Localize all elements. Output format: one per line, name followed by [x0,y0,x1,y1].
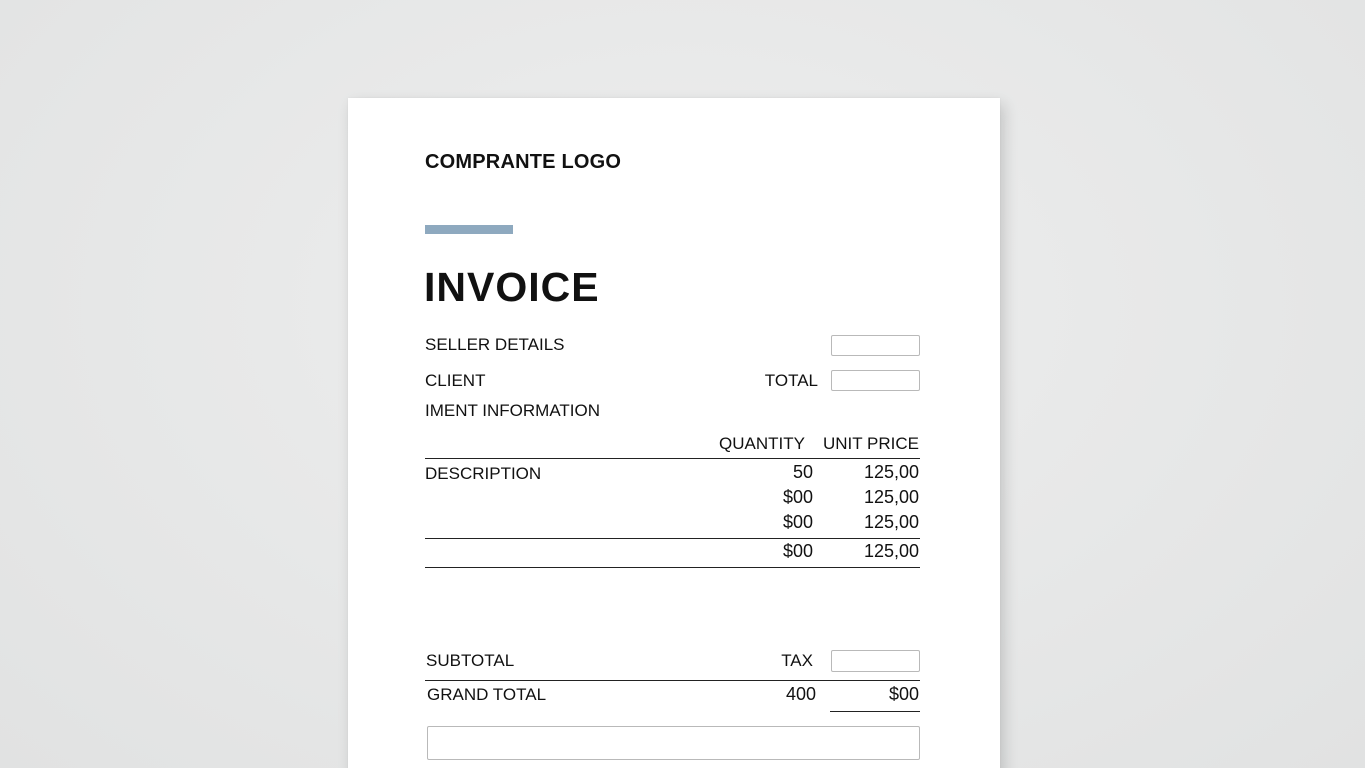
row-2-unit-price: 125,00 [863,487,919,507]
row-1-unit-price: 125,00 [863,462,919,482]
invoice-title: INVOICE [424,264,600,310]
total-label: TOTAL [764,371,818,390]
grand-total-underline [830,711,920,712]
unit-price-header: UNIT PRICE [822,434,919,453]
payment-information-label: IMENT INFORMATION [425,401,601,420]
company-logo-text: COMPRANTE LOGO [425,151,622,173]
total-row-quantity: $00 [782,541,813,561]
grand-total-quantity: 400 [785,684,816,704]
quantity-header: QUANTITY [719,434,805,453]
table-header-rule [425,458,920,459]
row-3-unit-price: 125,00 [863,512,919,532]
row-1-quantity: 50 [792,462,813,482]
table-rule-bottom [425,567,920,568]
summary-rule [425,680,920,681]
invoice-sheet [348,98,1000,768]
notes-field[interactable] [427,726,920,760]
seller-details-field[interactable] [831,335,920,356]
subtotal-label: SUBTOTAL [426,651,515,670]
table-rule-middle [425,538,920,539]
grand-total-amount: $00 [888,684,919,704]
total-row-unit-price: 125,00 [863,541,919,561]
description-label: DESCRIPTION [425,464,542,483]
total-field[interactable] [831,370,920,391]
client-label: CLIENT [425,371,486,390]
row-3-quantity: $00 [782,512,813,532]
accent-bar [425,225,513,234]
seller-details-label: SELLER DETAILS [425,335,565,354]
row-2-quantity: $00 [782,487,813,507]
grand-total-label: GRAND TOTAL [427,685,547,704]
tax-field[interactable] [831,650,920,672]
tax-label: TAX [781,651,813,670]
